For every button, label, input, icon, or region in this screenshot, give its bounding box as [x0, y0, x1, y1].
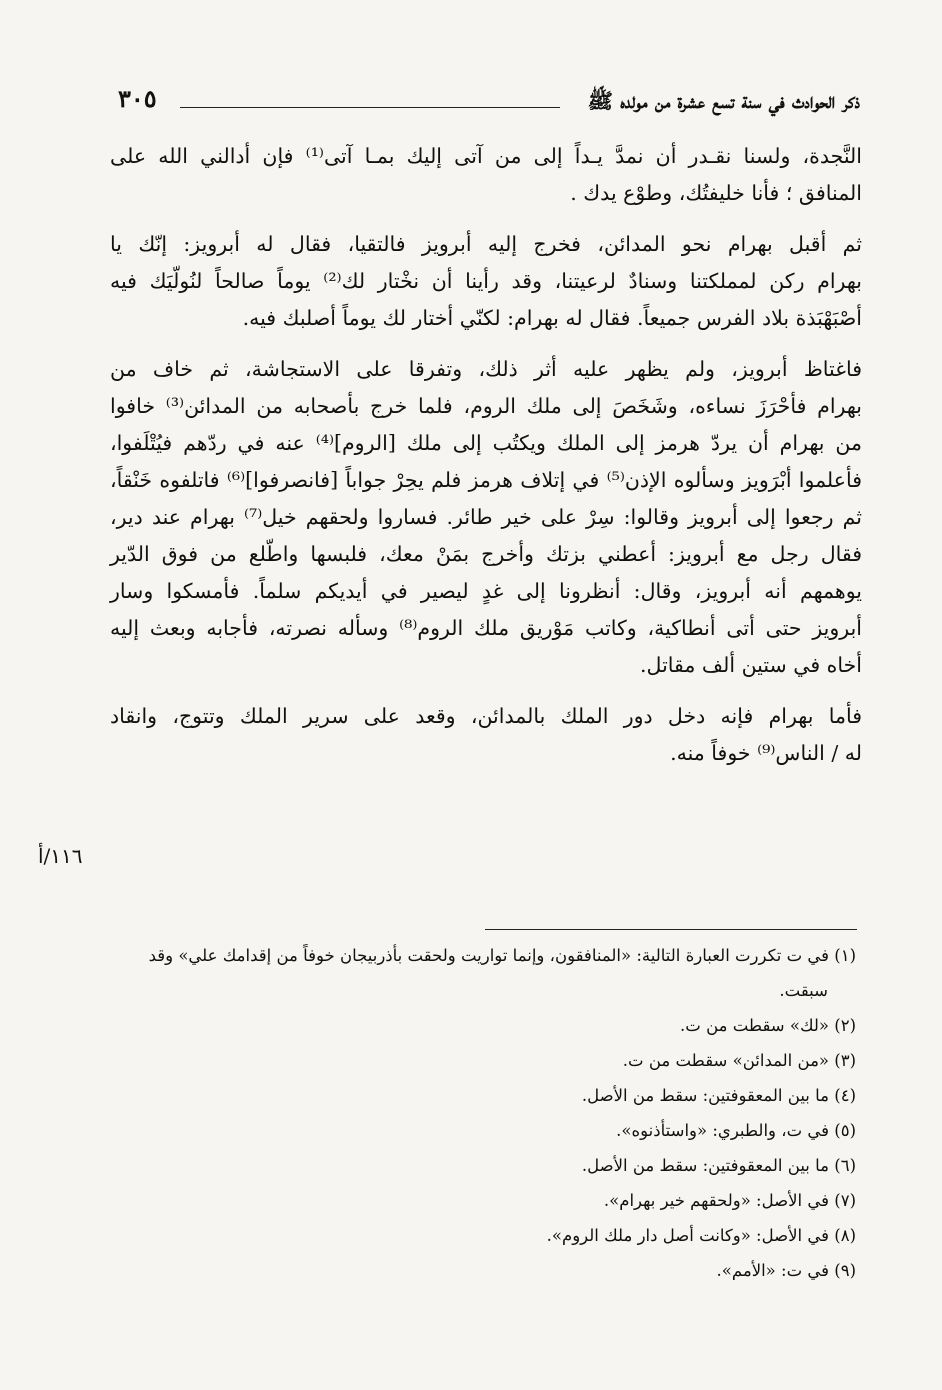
main-text — [110, 138, 862, 786]
footnotes — [130, 938, 856, 1288]
footnote-9: (٩) في ت: «الأمم». — [716, 1261, 856, 1280]
text-line: ثم أقبل بهرام نحو المدائن، فخرج إليه أبرويز فالتقيا، فقال له أبرويز: إنّك يا — [110, 232, 862, 256]
text-line: أصْبَهْبَذة بلاد الفرس جميعاً. فقال له بهرام: لكنّي أختار لك يوماً أصلبك فيه. — [242, 306, 862, 330]
text-line: المنافق ؛ فأنا خليفتُك، وطوْع يدك . — [570, 181, 862, 205]
text-line: فقال رجل مع أبرويز: أعطني بزتك وأخرج بمَنْ معك، فلبسها واطّلع من فوق الدّير — [110, 542, 862, 566]
text-line: له / الناس⁽⁹⁾ خوفاً منه. — [670, 741, 862, 765]
text-line: فأما بهرام فإنه دخل دور الملك بالمدائن، وقعد على سرير الملك وتتوج، وانقاد — [110, 704, 862, 728]
text-line: فاغتاظ أبرويز، ولم يظهر عليه أثر ذلك، وتفرقا على الاستجاشة، ثم خاف من — [110, 357, 862, 381]
text-line: يوهمهم أنه أبرويز، وقال: أنظرونا إلى غدٍ ليصير في أيديكم سلماً. فأمسكوا وسار — [110, 579, 862, 603]
text-line: أخاه في ستين ألف مقاتل. — [640, 653, 862, 677]
text-line: من بهرام أن يردّ هرمز إلى الملك ويكتُب إلى ملك [الروم]⁽⁴⁾ عنه في ردّهم فيُتْلَفوا، — [110, 431, 862, 455]
footnote-7: (٧) في الأصل: «ولحقهم خير بهرام». — [603, 1191, 856, 1210]
footnote-6: (٦) ما بين المعقوفتين: سقط من الأصل. — [581, 1156, 856, 1175]
paragraph-1 — [110, 138, 862, 212]
header-rule — [180, 107, 560, 108]
footnote-separator — [485, 929, 857, 930]
paragraph-2 — [110, 226, 862, 337]
footnote-3: (٣) «من المدائن» سقطت من ت. — [622, 1051, 856, 1070]
text-line: بهرام ركن لمملكتنا وسنادٌ لرعيتنا، وقد رأينا أن نخْتار لك⁽²⁾ يوماً صالحاً لنُولّيَك فيه — [110, 269, 862, 293]
footnote-8: (٨) في الأصل: «وكانت أصل دار ملك الروم». — [546, 1226, 856, 1245]
text-line: فأعلموا أبْرَويز وسألوه الإذن⁽⁵⁾ في إتلاف هرمز فلم يحِرْ جواباً [فانصرفوا]⁽⁶⁾ فاتلفوه خَنْقاً، — [110, 468, 862, 492]
footnote-4: (٤) ما بين المعقوفتين: سقط من الأصل. — [581, 1086, 856, 1105]
text-line: النَّجدة، ولسنا نقـدر أن نمدَّ يـداً إلى من آتى إليك بمـا آتى⁽¹⁾ فإن أدالني الله على — [110, 144, 862, 168]
header-title: ذكر الحوادث في سنة تسع عشرة من مولده ﷺ — [587, 88, 860, 113]
text-line: ثم رجعوا إلى أبرويز وقالوا: سِرْ على خير طائر. فساروا ولحقهم خيل⁽⁷⁾ بهرام عند دير، — [110, 505, 862, 529]
manuscript-folio-reference: ١١٦/أ — [38, 844, 83, 868]
footnote-5: (٥) في ت، والطبري: «واستأذنوه». — [616, 1121, 856, 1140]
text-line: أبرويز حتى أتى أنطاكية، وكاتب مَوْريق ملك الروم⁽⁸⁾ وسأله نصرته، فأجابه وبعث إليه — [110, 616, 862, 640]
footnote-1-continuation: سبقت. — [779, 981, 828, 1000]
paragraph-3 — [110, 351, 862, 684]
text-line: بهرام فأحْرَزَ نساءه، وشَخَصَ إلى ملك الروم، فلما خرج بأصحابه من المدائن⁽³⁾ خافوا — [110, 394, 862, 418]
footnote-1: (١) في ت تكررت العبارة التالية: «المنافقون، وإنما تواريت ولحقت بأذربيجان خوفاً من إقدامك علي» وقد — [148, 946, 856, 965]
page-number: ٣٠٥ — [118, 84, 157, 113]
running-header — [118, 86, 860, 126]
paragraph-4 — [110, 698, 862, 772]
footnote-2: (٢) «لك» سقطت من ت. — [680, 1016, 856, 1035]
